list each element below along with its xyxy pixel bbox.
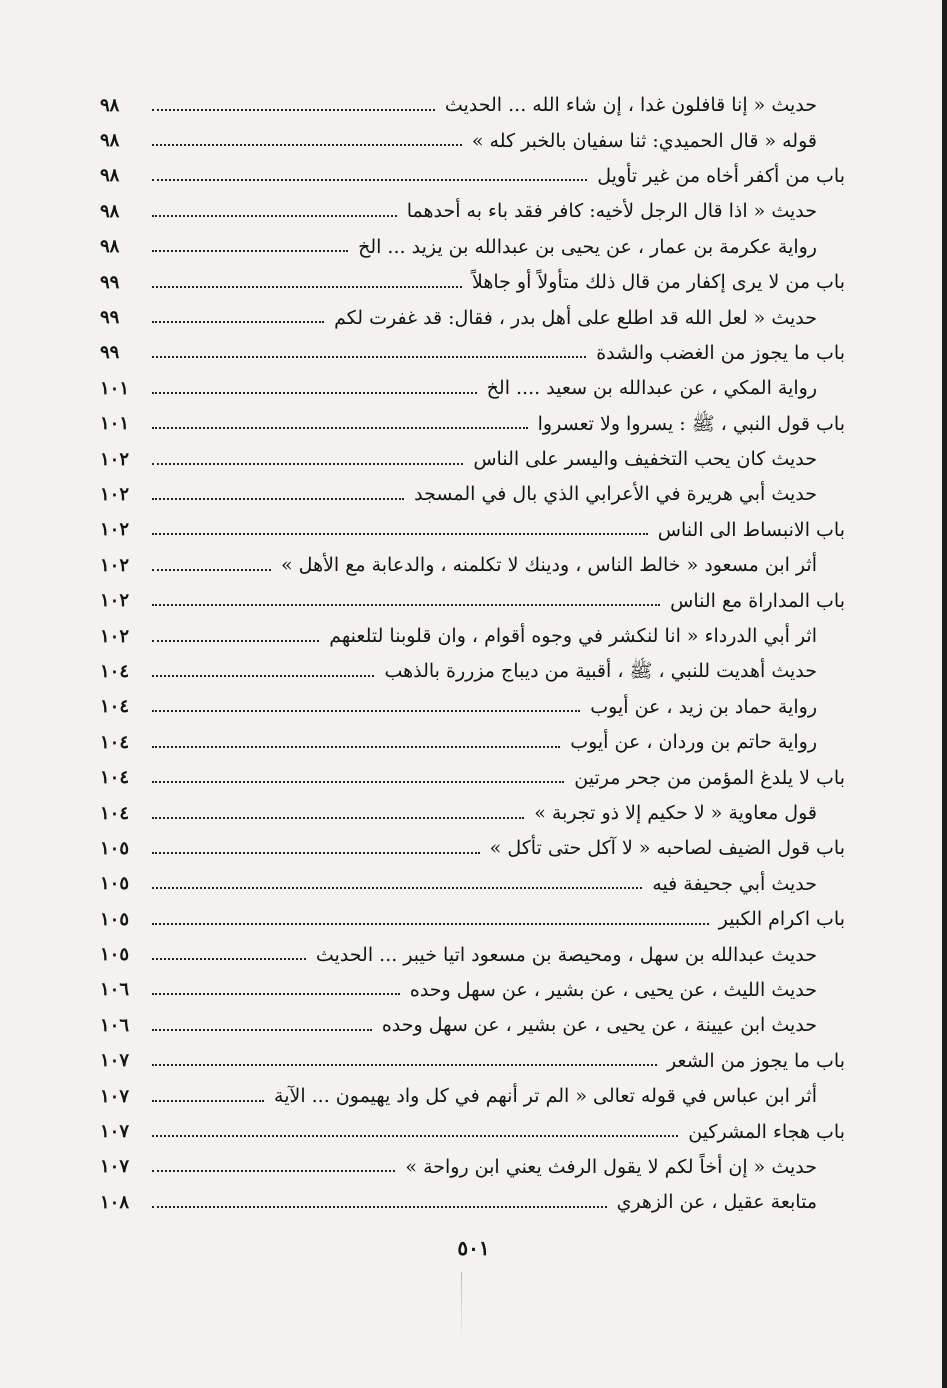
entry-title: حديث الليث ، عن يحيى ، عن بشير ، عن سهل وحده xyxy=(409,978,817,1001)
dot-leader xyxy=(152,958,306,960)
entry-page-number: ٩٩ xyxy=(100,271,120,293)
toc-subentry xyxy=(100,123,845,158)
entry-page-number: ٩٨ xyxy=(100,165,120,187)
entry-title: باب الانبساط الى الناس xyxy=(657,518,845,541)
entry-title: باب المداراة مع الناس xyxy=(670,589,845,612)
dot-leader xyxy=(152,533,648,535)
toc-subentry xyxy=(100,477,845,512)
dot-leader xyxy=(152,887,642,889)
entry-title: قوله « قال الحميدي: ثنا سفيان بالخبر كله » xyxy=(471,129,817,152)
entry-page-number: ١٠٢ xyxy=(100,554,130,576)
toc-chapter xyxy=(100,513,845,548)
toc-subentry xyxy=(100,796,845,831)
dot-leader xyxy=(152,993,400,995)
entry-page-number: ١٠٥ xyxy=(100,908,130,930)
dot-leader xyxy=(152,392,477,394)
entry-page-number: ١٠٧ xyxy=(100,1156,130,1178)
entry-page-number: ٩٨ xyxy=(100,94,120,116)
entry-page-number: ١٠٥ xyxy=(100,944,130,966)
dot-leader xyxy=(152,427,528,429)
dot-leader xyxy=(152,923,709,925)
dot-leader xyxy=(152,675,374,677)
entry-page-number: ٩٩ xyxy=(100,342,120,364)
entry-title: حديث « إنا قافلون غدا ، إن شاء الله ... الحديث xyxy=(444,94,817,117)
entry-title: اثر أبي الدرداء « انا لنكشر في وجوه أقوام ، وان قلوبنا لتلعنهم xyxy=(329,625,817,648)
dot-leader xyxy=(152,1029,372,1031)
entry-title: باب من لا يرى إكفار من قال ذلك متأولاً أو جاهلاً xyxy=(471,271,845,294)
entry-page-number: ١٠٧ xyxy=(100,1050,130,1072)
entry-page-number: ٩٨ xyxy=(100,236,120,258)
entry-page-number: ١٠٤ xyxy=(100,696,130,718)
dot-leader xyxy=(152,250,348,252)
entry-title: باب قول الضيف لصاحبه « لا آكل حتى تأكل » xyxy=(489,837,845,860)
entry-page-number: ١٠٧ xyxy=(100,1085,130,1107)
page-edge xyxy=(942,0,947,1388)
toc-subentry xyxy=(100,1150,845,1185)
toc-subentry xyxy=(100,300,845,335)
toc-subentry xyxy=(100,867,845,902)
dot-leader xyxy=(152,1100,264,1102)
dot-leader xyxy=(152,1135,678,1137)
toc-subentry xyxy=(100,1008,845,1043)
paper-crease xyxy=(461,1272,462,1342)
dot-leader xyxy=(152,710,580,712)
dot-leader xyxy=(152,179,587,181)
entry-title: أثر ابن عباس في قوله تعالى « الم تر أنهم في كل واد يهيمون ... الآية xyxy=(274,1085,817,1108)
dot-leader xyxy=(152,852,480,854)
entry-page-number: ١٠٨ xyxy=(100,1191,130,1213)
entry-page-number: ١٠٢ xyxy=(100,625,130,647)
entry-page-number: ١٠١ xyxy=(100,377,130,399)
entry-page-number: ١٠٤ xyxy=(100,802,130,824)
toc-subentry xyxy=(100,371,845,406)
entry-page-number: ٩٩ xyxy=(100,307,120,329)
entry-title: حديث « إن أخاً لكم لا يقول الرفث يعني ابن رواحة » xyxy=(405,1155,817,1178)
toc-chapter xyxy=(100,1044,845,1079)
toc-subentry xyxy=(100,1185,845,1220)
entry-title: حديث عبدالله بن سهل ، ومحيصة بن مسعود اتيا خيبر ... الحديث xyxy=(315,943,817,966)
entry-page-number: ١٠١ xyxy=(100,413,130,435)
dot-leader xyxy=(152,215,397,217)
toc-subentry xyxy=(100,690,845,725)
entry-page-number: ١٠٢ xyxy=(100,590,130,612)
toc-subentry xyxy=(100,194,845,229)
entry-title: باب لا يلدغ المؤمن من جحر مرتين xyxy=(574,766,845,789)
entry-page-number: ١٠٤ xyxy=(100,660,130,682)
entry-page-number: ١٠٢ xyxy=(100,519,130,541)
toc-subentry xyxy=(100,654,845,689)
dot-leader xyxy=(152,746,560,748)
toc-chapter xyxy=(100,336,845,371)
toc-chapter xyxy=(100,407,845,442)
entry-page-number: ١٠٦ xyxy=(100,1014,130,1036)
entry-title: باب قول النبي ، ﷺ : يسروا ولا تعسروا xyxy=(537,412,845,435)
entry-title: حديث كان يحب التخفيف واليسر على الناس xyxy=(473,448,817,471)
entry-title: حديث أبي هريرة في الأعرابي الذي بال في المسجد xyxy=(414,483,817,506)
entry-title: أثر ابن مسعود « خالط الناس ، ودينك لا تكلمنه ، والدعابة مع الأهل » xyxy=(281,554,817,577)
dot-leader xyxy=(152,604,660,606)
toc-chapter xyxy=(100,159,845,194)
entry-title: حديث « لعل الله قد اطلع على أهل بدر ، فقال: قد غفرت لكم xyxy=(334,306,817,329)
entry-title: رواية حماد بن زيد ، عن أيوب xyxy=(590,695,817,718)
dot-leader xyxy=(152,498,404,500)
table-of-contents xyxy=(100,88,845,1221)
entry-title: باب هجاء المشركين xyxy=(688,1120,845,1143)
dot-leader xyxy=(152,1170,395,1172)
dot-leader xyxy=(152,144,462,146)
entry-title: باب ما يجوز من الشعر xyxy=(667,1049,845,1072)
toc-chapter xyxy=(100,902,845,937)
entry-title: رواية المكي ، عن عبدالله بن سعيد .... الخ xyxy=(486,377,817,400)
entry-title: قول معاوية « لا حكيم إلا ذو تجربة » xyxy=(534,802,817,824)
entry-title: حديث أهديت للنبي ، ﷺ ، أقبية من ديباج مزررة بالذهب xyxy=(384,660,817,683)
entry-title: باب اكرام الكبير xyxy=(718,908,845,931)
dot-leader xyxy=(152,286,462,288)
entry-title: حديث أبي جحيفة فيه xyxy=(652,872,817,895)
entry-page-number: ٩٨ xyxy=(100,200,120,222)
toc-chapter xyxy=(100,583,845,618)
entry-page-number: ١٠٤ xyxy=(100,767,130,789)
toc-subentry xyxy=(100,973,845,1008)
dot-leader xyxy=(152,463,463,465)
entry-title: حديث ابن عيينة ، عن يحيى ، عن بشير ، عن سهل وحده xyxy=(381,1014,817,1037)
toc-subentry xyxy=(100,442,845,477)
entry-page-number: ١٠٢ xyxy=(100,448,130,470)
toc-subentry xyxy=(100,548,845,583)
entry-page-number: ٩٨ xyxy=(100,130,120,152)
entry-title: حديث « اذا قال الرجل لأخيه: كافر فقد باء به أحدهما xyxy=(406,200,817,223)
page-number: ٥٠١ xyxy=(457,1236,490,1260)
toc-subentry xyxy=(100,725,845,760)
toc-chapter xyxy=(100,760,845,795)
entry-page-number: ١٠٦ xyxy=(100,979,130,1001)
dot-leader xyxy=(152,1064,657,1066)
toc-subentry xyxy=(100,230,845,265)
toc-chapter xyxy=(100,1114,845,1149)
toc-chapter xyxy=(100,831,845,866)
dot-leader xyxy=(152,109,435,111)
dot-leader xyxy=(152,817,524,819)
entry-title: متابعة عقيل ، عن الزهري xyxy=(616,1191,817,1214)
toc-chapter xyxy=(100,265,845,300)
dot-leader xyxy=(152,1206,607,1208)
dot-leader xyxy=(152,781,564,783)
entry-page-number: ١٠٧ xyxy=(100,1121,130,1143)
dot-leader xyxy=(152,640,319,642)
entry-title: باب من أكفر أخاه من غير تأويل xyxy=(597,164,845,187)
entry-title: رواية عكرمة بن عمار ، عن يحيى بن عبدالله بن يزيد ... الخ xyxy=(358,235,817,258)
entry-page-number: ١٠٥ xyxy=(100,837,130,859)
entry-page-number: ١٠٢ xyxy=(100,483,130,505)
entry-title: رواية حاتم بن وردان ، عن أيوب xyxy=(570,731,817,754)
entry-page-number: ١٠٤ xyxy=(100,731,130,753)
dot-leader xyxy=(152,569,271,571)
entry-page-number: ١٠٥ xyxy=(100,873,130,895)
dot-leader xyxy=(152,321,324,323)
toc-subentry xyxy=(100,1079,845,1114)
toc-subentry xyxy=(100,619,845,654)
toc-subentry xyxy=(100,937,845,972)
toc-subentry xyxy=(100,88,845,123)
entry-title: باب ما يجوز من الغضب والشدة xyxy=(596,341,845,364)
dot-leader xyxy=(152,356,586,358)
